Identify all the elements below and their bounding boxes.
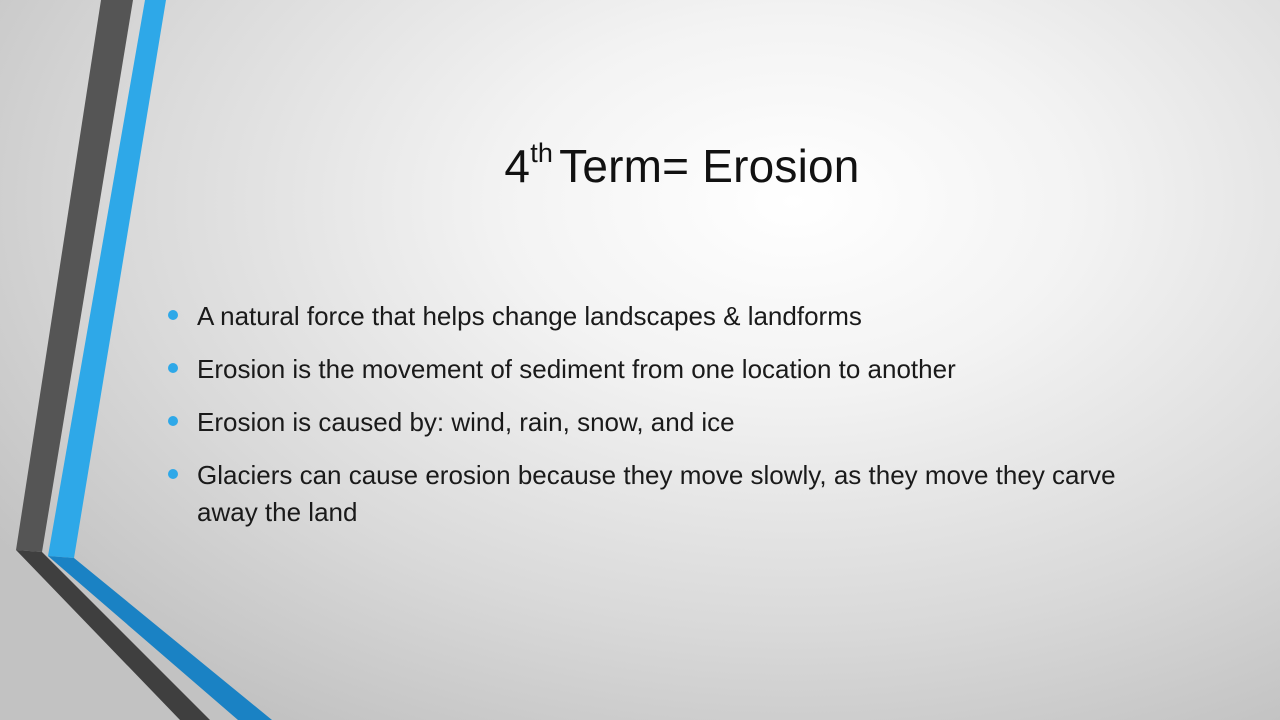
bullet-item: [168, 298, 1168, 335]
bullet-item: [168, 457, 1168, 531]
bullet-dot-icon: [168, 310, 178, 320]
bullet-text: Erosion is caused by: wind, rain, snow, and ice: [197, 407, 735, 437]
bullet-dot-icon: [168, 469, 178, 479]
slide-title: [0, 138, 1280, 193]
bullet-text: Erosion is the movement of sediment from one location to another: [197, 354, 956, 384]
bullet-dot-icon: [168, 416, 178, 426]
bullet-text: Glaciers can cause erosion because they move slowly, as they move they carve away the land: [197, 460, 1116, 527]
bullet-text: A natural force that helps change landscapes & landforms: [197, 301, 862, 331]
gray-stripe-diagonal: [16, 550, 210, 720]
bullet-list: [168, 298, 1168, 547]
title-number: 4: [504, 140, 531, 192]
bullet-item: [168, 404, 1168, 441]
title-text: Term= Erosion: [559, 140, 860, 192]
title-superscript: th: [530, 138, 554, 168]
bullet-dot-icon: [168, 363, 178, 373]
bullet-item: [168, 351, 1168, 388]
